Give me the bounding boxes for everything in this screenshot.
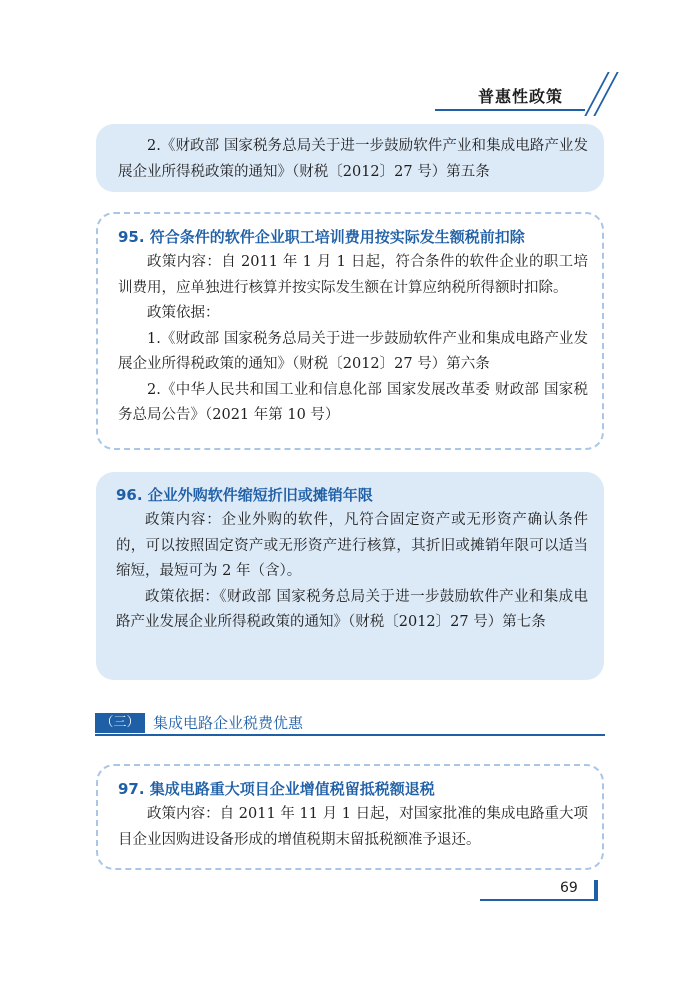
policy-item-97 (96, 764, 604, 870)
policy-basis-line: 2.《中华人民共和国工业和信息化部 国家发展改革委 财政部 国家税务总局公告》（2021 年第 10 号） (118, 381, 588, 423)
section-heading (95, 712, 605, 736)
item-title: 95. 符合条件的软件企业职工培训费用按实际发生额税前扣除 (118, 228, 525, 246)
policy-item-96 (96, 472, 604, 680)
section-title: 集成电路企业税费优惠 (153, 714, 304, 732)
item-title: 96. 企业外购软件缩短折旧或摊销年限 (116, 486, 373, 504)
page-number: 69 (560, 880, 578, 896)
policy-content: 政策内容：自 2011 年 1 月 1 日起，符合条件的软件企业的职工培训费用，应单独进行核算并按实际发生额在计算应纳税所得额时扣除。 (118, 254, 588, 296)
footer-rule (480, 899, 598, 901)
policy-content: 政策内容：企业外购的软件，凡符合固定资产或无形资产确认条件的，可以按照固定资产或无形资产进行核算，其折旧或摊销年限可以适当缩短，最短可为 2 年（含）。 (116, 512, 588, 579)
basis-line: 2.《财政部 国家税务总局关于进一步鼓励软件产业和集成电路产业发展企业所得税政策的通知》（财税〔2012〕27 号）第五条 (118, 138, 588, 180)
policy-basis-label: 政策依据： (147, 305, 220, 321)
section-number-label: （三） (95, 713, 145, 733)
policy-basis-line: 1.《财政部 国家税务总局关于进一步鼓励软件产业和集成电路产业发展企业所得税政策的通知》（财税〔2012〕27 号）第六条 (118, 330, 588, 372)
policy-content: 政策内容：自 2011 年 11 月 1 日起，对国家批准的集成电路重大项目企业因购进设备形成的增值税期末留抵税额准予退还。 (118, 806, 588, 848)
header-rule (435, 109, 585, 111)
footer-bar-decoration (594, 880, 598, 901)
policy-basis: 政策依据：《财政部 国家税务总局关于进一步鼓励软件产业和集成电路产业发展企业所得税政策的通知》（财税〔2012〕27 号）第七条 (116, 588, 588, 630)
policy-item-95 (96, 212, 604, 450)
item-title: 97. 集成电路重大项目企业增值税留抵税额退税 (118, 780, 435, 798)
running-header-title: 普惠性政策 (478, 87, 564, 106)
policy-basis-continuation-box (96, 124, 604, 192)
